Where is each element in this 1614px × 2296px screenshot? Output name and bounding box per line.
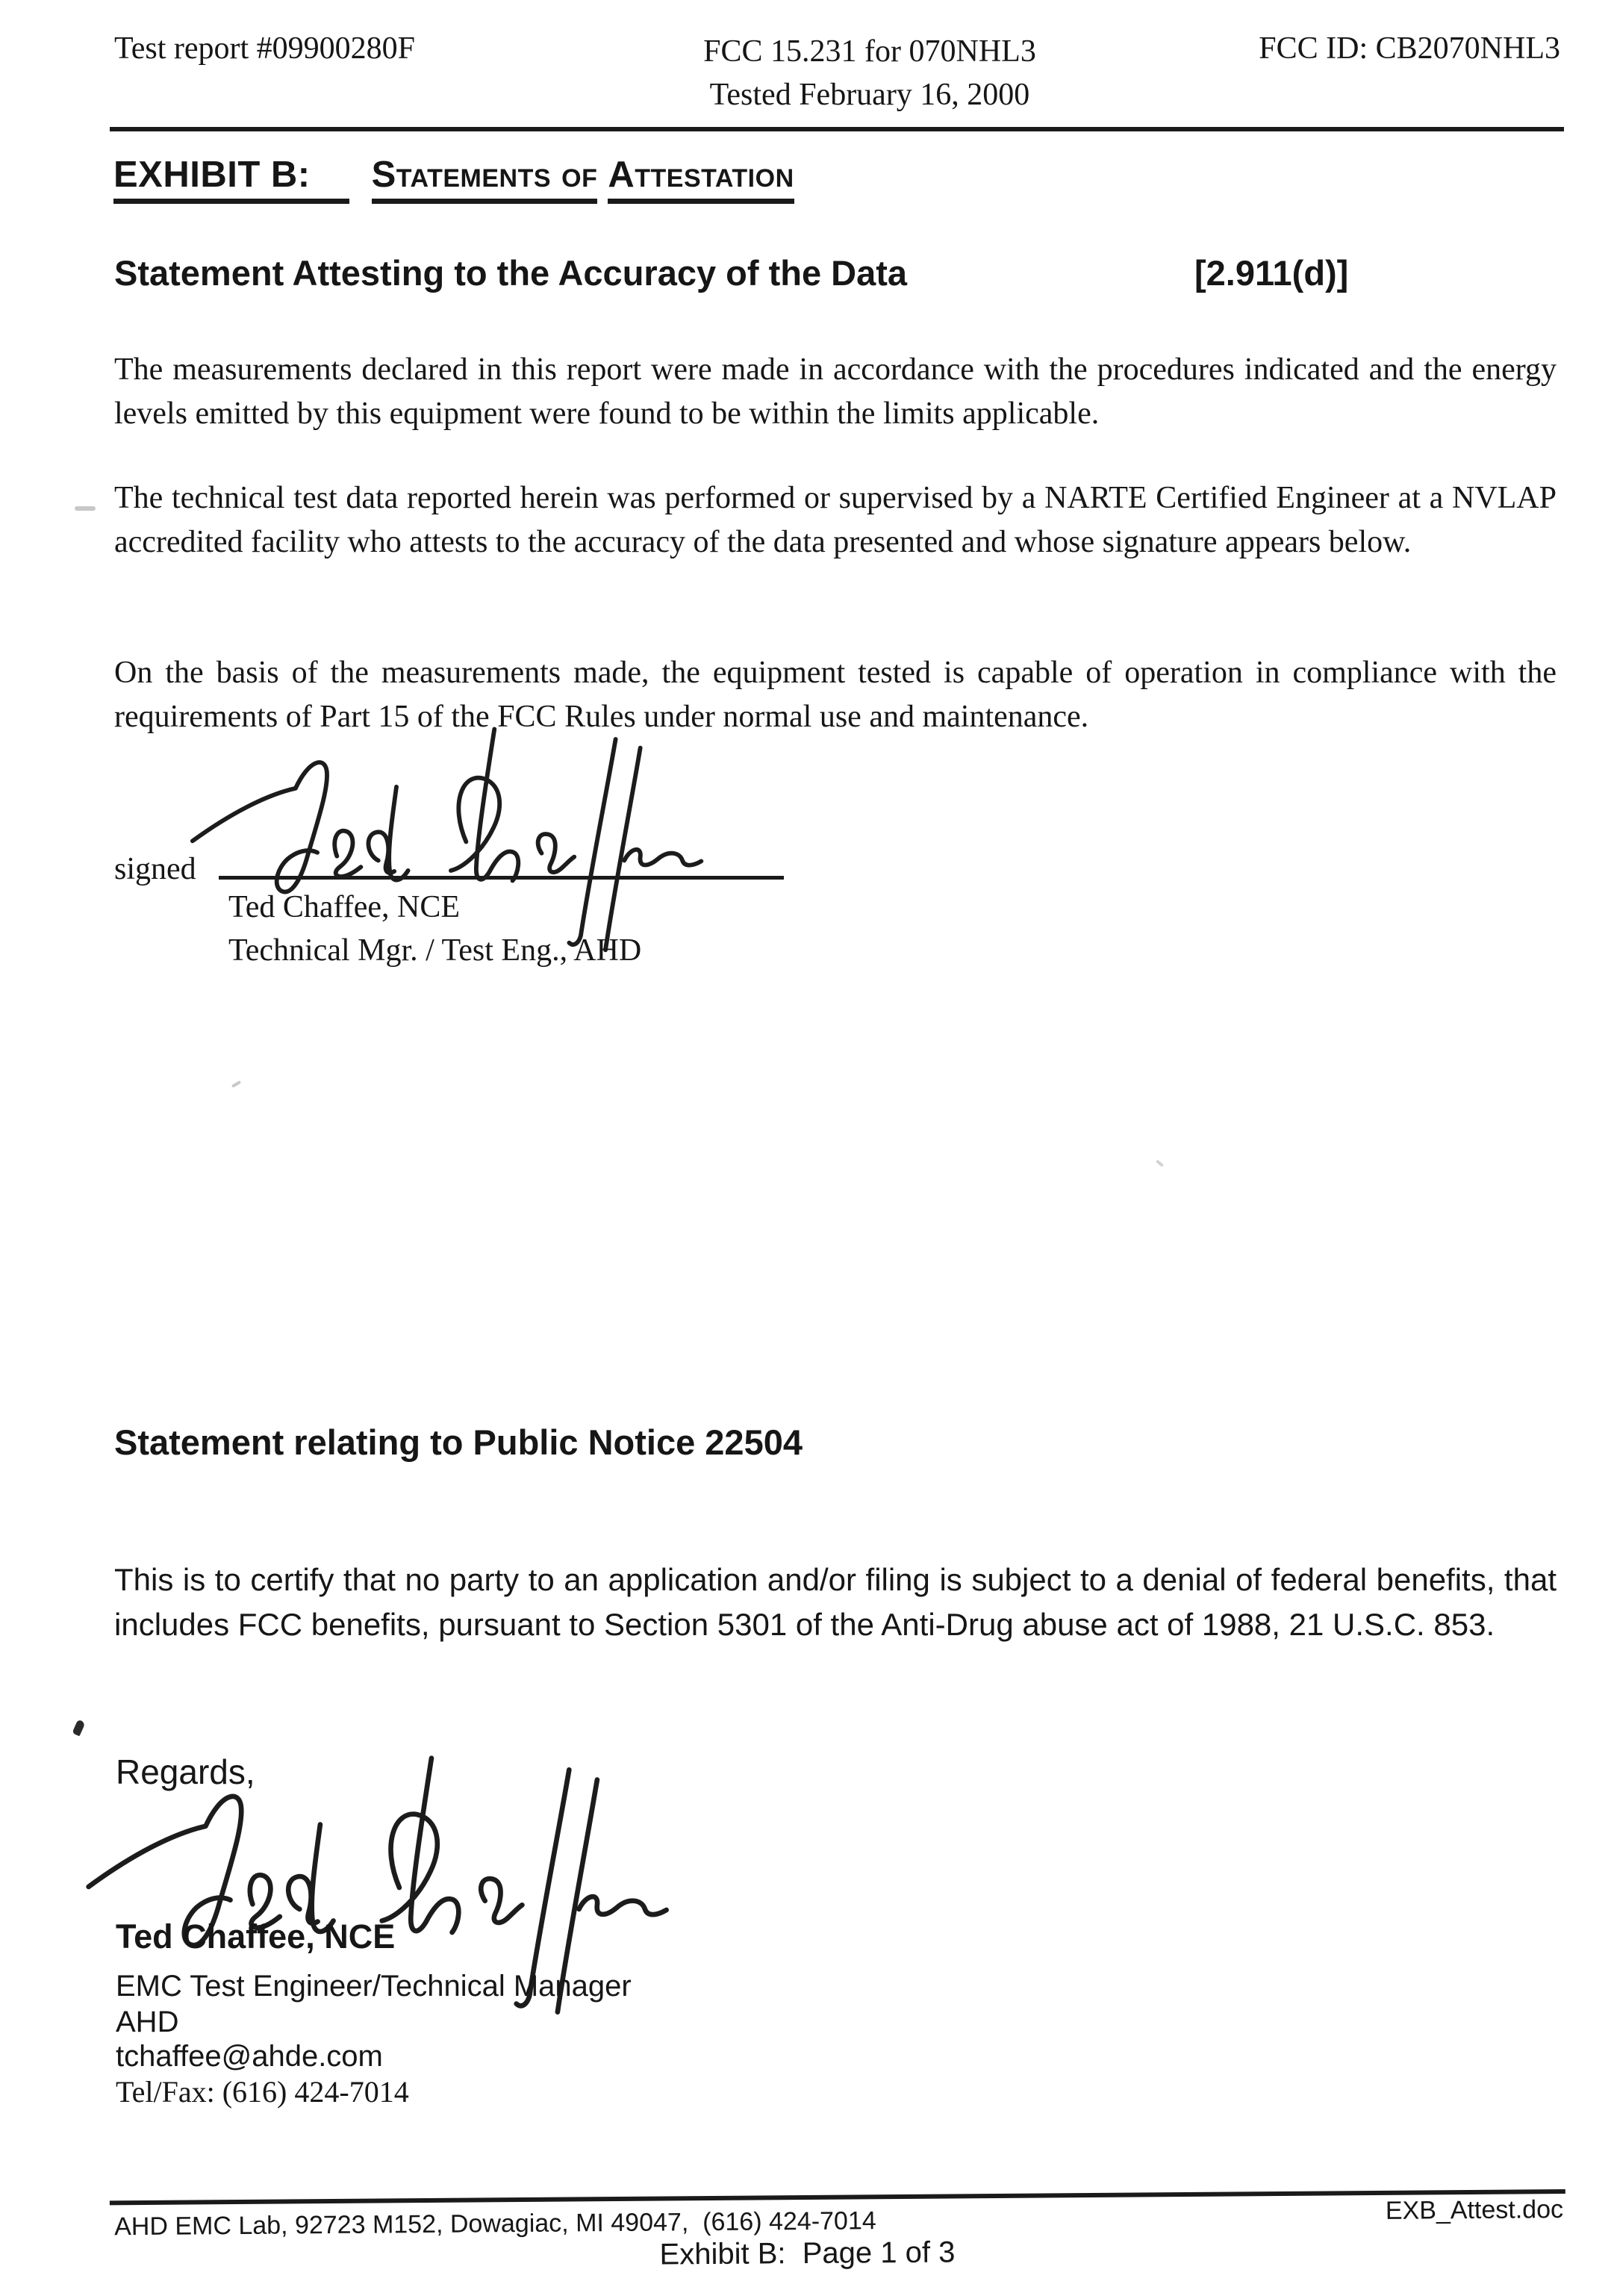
- section2-paragraph-1: This is to certify that no party to an application and/or filing is subject to a denial of federal benefits, that includes FCC benefits, pursuant to Section 5301 of the Anti-Drug abuse act of 1988, 21 U.S.C. 853.: [114, 1562, 1557, 1642]
- section1-paragraph-3: On the basis of the measurements made, the equipment tested is capable of operation in compliance with the requirements of Part 15 of the FCC Rules under normal use and maintenance.: [114, 656, 1557, 734]
- section1-heading-text: Statement Attesting to the Accuracy of the Data: [114, 253, 908, 293]
- signatory-title-1: Technical Mgr. / Test Eng., AHD: [228, 933, 642, 968]
- signatory-organization: AHD: [116, 2006, 179, 2038]
- section1-paragraph-1: The measurements declared in this report were made in accordance with the procedures indicated and the energy levels emitted by this equipment were found to be within the limits applicable.: [114, 352, 1557, 431]
- section1-paragraph-2: The technical test data reported herein was performed or supervised by a NARTE Certified Engineer at a NVLAP accredited facility who attests to the accuracy of the data presented and whose signature appears below.: [114, 481, 1557, 559]
- signed-label: signed: [114, 852, 196, 886]
- exhibit-subtitle-2: Attestation: [608, 154, 794, 204]
- header-fcc-rule: FCC 15.231 for 070NHL3: [703, 34, 1036, 69]
- signatory-name-2: Ted Chaffee, NCE: [116, 1917, 396, 1956]
- scan-artifact-dash: [75, 506, 96, 511]
- signatory-phone: Tel/Fax: (616) 424-7014: [116, 2075, 409, 2109]
- exhibit-label: EXHIBIT B:: [113, 154, 349, 204]
- signatory-title-2: EMC Test Engineer/Technical Manager: [116, 1970, 632, 2003]
- footer-document-name: EXB_Attest.doc: [1385, 2195, 1564, 2225]
- footer-page-number: Exhibit B: Page 1 of 3: [659, 2236, 956, 2271]
- exhibit-subtitle-1: Statements of: [372, 154, 598, 204]
- header-report-number: Test report #09900280F: [114, 31, 416, 66]
- header-fcc-id: FCC ID: CB2070NHL3: [1259, 31, 1560, 66]
- footer-divider: [110, 2189, 1565, 2205]
- header-test-date: Tested February 16, 2000: [709, 78, 1030, 112]
- section1-rule-reference: [2.911(d)]: [1194, 253, 1349, 293]
- section2-heading: Statement relating to Public Notice 22504: [114, 1422, 803, 1462]
- signatory-name-1: Ted Chaffee, NCE: [228, 890, 461, 924]
- closing-salutation: Regards,: [116, 1752, 255, 1791]
- signatory-email: tchaffee@ahde.com: [116, 2040, 383, 2073]
- footer-lab-address: AHD EMC Lab, 92723 M152, Dowagiac, MI 49047, (616) 424-7014: [113, 2206, 876, 2241]
